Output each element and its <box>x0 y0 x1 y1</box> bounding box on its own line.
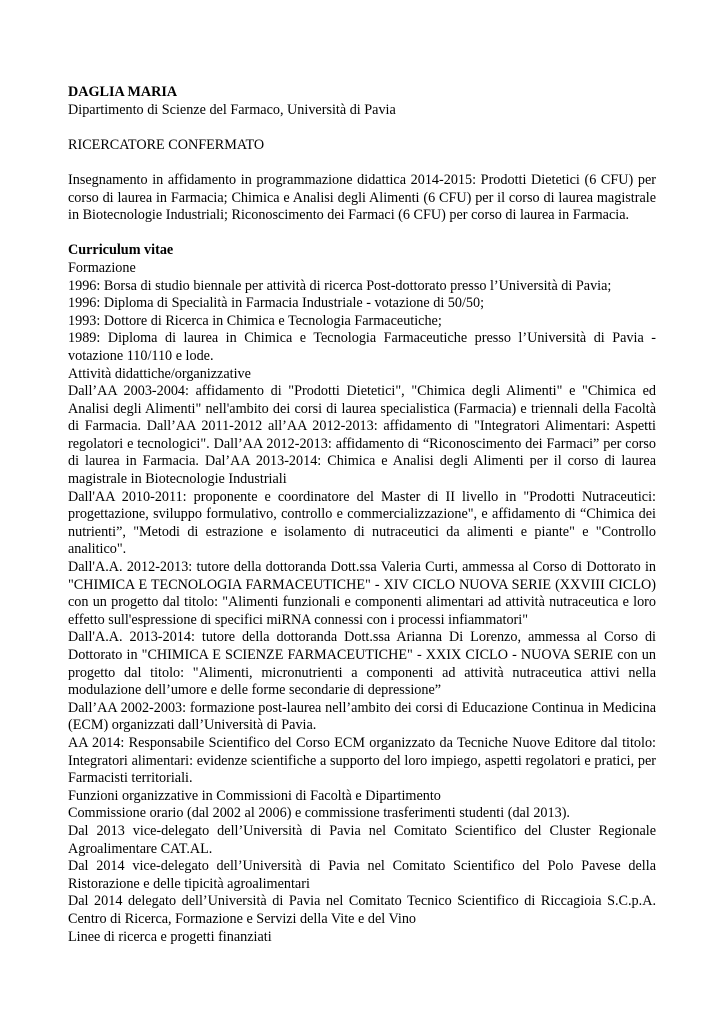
section-title-didattica: Attività didattiche/organizzative <box>68 365 251 382</box>
formazione-item: 1996: Borsa di studio biennale per attività di ricerca Post-dottorato presso l’Università di Pavia; <box>68 277 612 294</box>
section-title-formazione: Formazione <box>68 259 136 276</box>
formazione-item: 1996: Diploma di Specialità in Farmacia Industriale - votazione di 50/50; <box>68 295 485 312</box>
spacer <box>68 119 656 137</box>
teaching-paragraph: Insegnamento in affidamento in programmazione didattica 2014-2015: Prodotti Dietetici (6 CFU) per corso di laurea in Farmacia; Chimica e Analisi degli Alimenti (6 CFU) per il corso di laurea magistrale in Biotecnologie Industriali; Riconoscimento dei Farmaci (6 CFU) per corso di laurea in Farmacia. <box>68 171 656 224</box>
didattica-item: Dall’AA 2002-2003: formazione post-laurea nell’ambito dei corsi di Educazione Continua in Medicina (ECM) organizzati dall’Università di Pavia. <box>68 699 656 734</box>
funzioni-item: Dal 2013 vice-delegato dell’Università di Pavia nel Comitato Scientifico del Cluster Regionale Agroalimentare CAT.AL. <box>68 822 656 857</box>
author-name: DAGLIA MARIA <box>68 84 178 100</box>
didattica-item: Dall'A.A. 2013-2014: tutore della dottoranda Dott.ssa Arianna Di Lorenzo, ammessa al Corso di Dottorato in "CHIMICA E SCIENZE FARMACEUTICHE" - XXIX CICLO - NUOVA SERIE con un progetto dal titolo: "Alimenti, micronutrienti a componenti ad attività nutraceutica attivi nella modulazione dell’umore e delle forme secondarie di depressione” <box>68 629 656 699</box>
funzioni-item: Dal 2014 delegato dell’Università di Pavia nel Comitato Tecnico Scientifico di Riccagioia S.C.p.A. Centro di Ricerca, Formazione e Servizi della Vite e del Vino <box>68 893 656 927</box>
author-affiliation: Dipartimento di Scienze del Farmaco, Università di Pavia <box>68 101 396 118</box>
funzioni-item: Dal 2014 vice-delegato dell’Università di Pavia nel Comitato Scientifico del Polo Pavese della Ristorazione e delle tipicità agroalimentari <box>68 858 656 892</box>
author-role: RICERCATORE CONFERMATO <box>68 136 265 153</box>
cv-heading: Curriculum vitae <box>68 242 174 259</box>
didattica-item: AA 2014: Responsabile Scientifico del Corso ECM organizzato da Tecniche Nuove Editore dal titolo: Integratori alimentari: evidenze scientifiche a supporto del loro impiego, aspetti regolatori e pratici, per Farmacisti territoriali. <box>68 734 656 787</box>
spacer <box>68 225 656 243</box>
funzioni-item: Commissione orario (dal 2002 al 2006) e commissione trasferimenti studenti (dal 2013). <box>68 805 570 822</box>
formazione-item: 1993: Dottore di Ricerca in Chimica e Tecnologia Farmaceutiche; <box>68 312 442 329</box>
didattica-item: Dall’AA 2003-2004: affidamento di "Prodotti Dietetici", "Chimica degli Alimenti" e "Chimica ed Analisi degli Alimenti" nell'ambito dei corsi di laurea specialistica (Farmacia) e triennali della Facoltà di Farmacia. Dall’AA 2011-2012 all’AA 2012-2013: affidamento di "Integratori Alimentari: Aspetti regolatori e tecnologici". Dall’AA 2012-2013: affidamento di “Riconoscimento dei Farmaci” per corso di laurea in Farmacia. Dal’AA 2013-2014: Chimica e Analisi degli Alimenti per il corso di laurea magistrale in Biotecnologie Industriali <box>68 383 656 488</box>
section-title-linee: Linee di ricerca e progetti finanziati <box>68 928 272 945</box>
formazione-item: 1989: Diploma di laurea in Chimica e Tecnologia Farmaceutiche presso l’Università di Pavia - votazione 110/110 e lode. <box>68 330 656 364</box>
didattica-item: Dall'AA 2010-2011: proponente e coordinatore del Master di II livello in "Prodotti Nutraceutici: progettazione, sviluppo formulativo, controllo e commercializzazione", e affidamento di “Chimica dei nutrienti”, "Metodi di estrazione e isolamento di nutraceutici da alimenti e piante" e "Controllo analitico". <box>68 488 656 558</box>
spacer <box>68 154 656 172</box>
section-title-funzioni: Funzioni organizzative in Commissioni di Facoltà e Dipartimento <box>68 787 441 804</box>
didattica-item: Dall'A.A. 2012-2013: tutore della dottoranda Dott.ssa Valeria Curti, ammessa al Corso di Dottorato in "CHIMICA E TECNOLOGIA FARMACEUTICHE" - XIV CICLO NUOVA SERIE (XXVIII CICLO) con un progetto dal titolo: "Alimenti funzionali e componenti alimentari ad attività nutraceutica e loro effetto sull'espressione di specifici miRNA connessi con i processi infiammatori" <box>68 559 656 628</box>
